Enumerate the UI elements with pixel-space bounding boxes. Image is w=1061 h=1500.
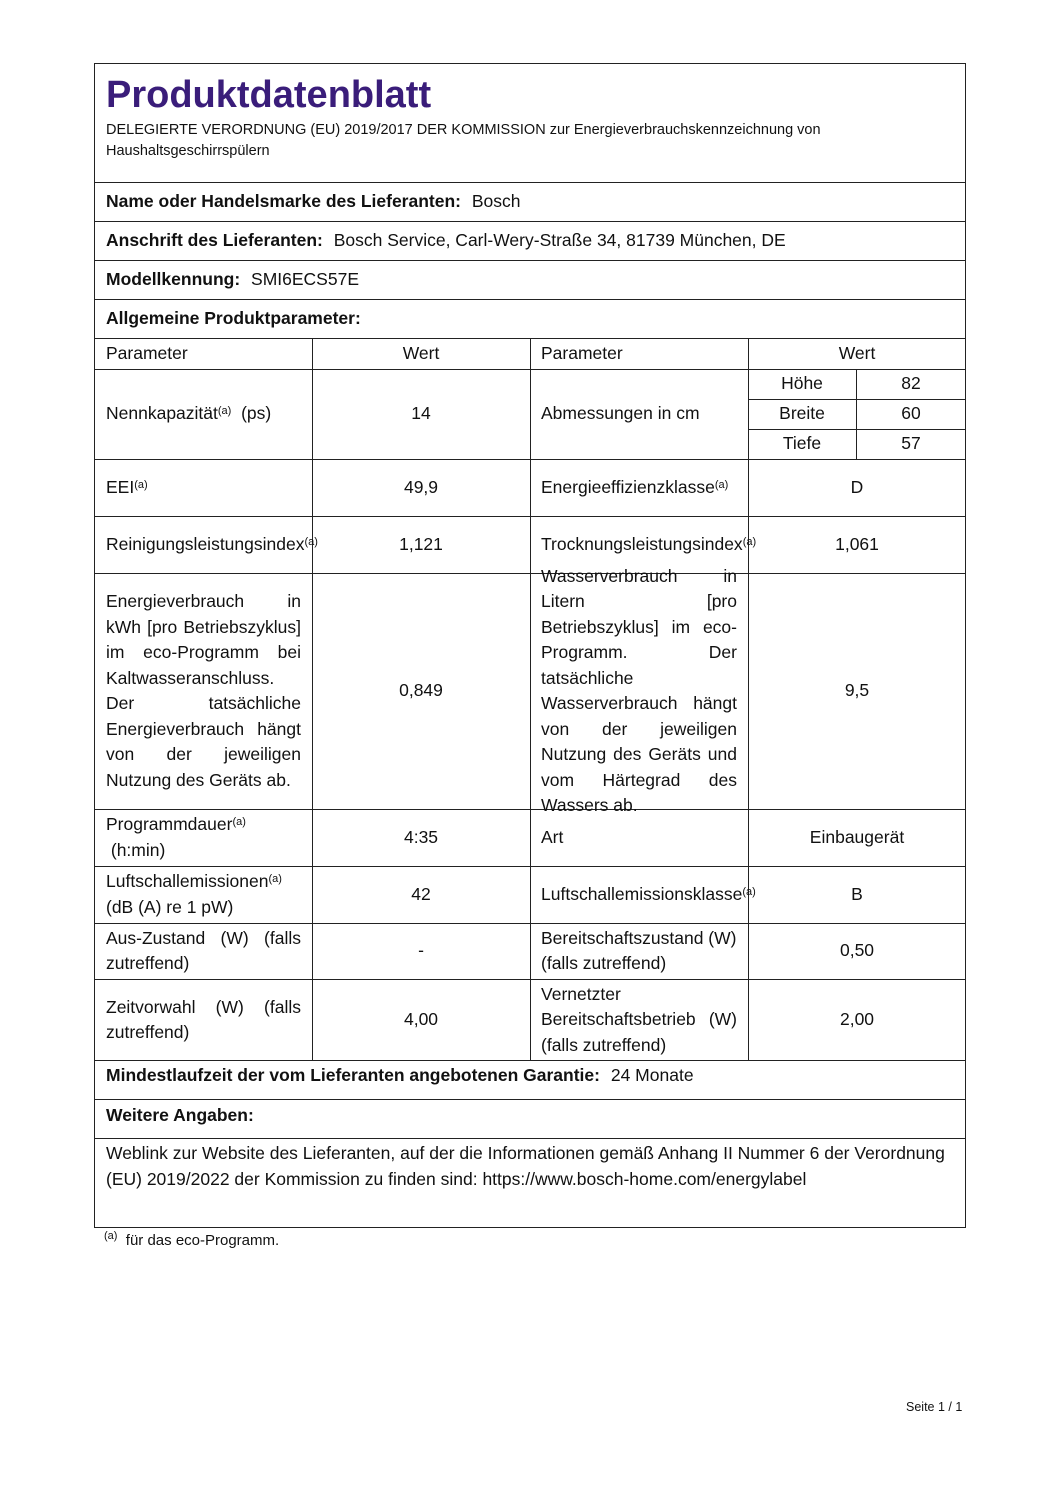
footnote-marker: (a): [217, 405, 232, 418]
supplier-address-label: Anschrift des Lieferanten:: [106, 230, 323, 250]
parameter-table: [95, 339, 965, 1061]
off-mode-label: Aus-Zustand (W) (falls zutreffend): [106, 927, 301, 973]
model-row: [95, 261, 965, 300]
program-duration-label: [95, 809, 312, 866]
program-duration-value: 4:35: [403, 826, 439, 847]
program-duration-unit: (h:min): [110, 839, 166, 860]
water-consumption-value: 9,5: [844, 680, 870, 701]
noise-emission-value: 42: [411, 883, 431, 904]
col-header-parameter: Parameter: [106, 343, 188, 364]
noise-emission-label-text: Luftschallemissionen: [106, 871, 269, 891]
width-value: 60: [901, 403, 921, 424]
cleaning-index-label: [95, 516, 318, 573]
appliance-type-label: Art: [541, 826, 564, 847]
eei-value: 49,9: [403, 476, 439, 497]
footnote-marker: (a): [232, 816, 246, 828]
noise-emission-unit: (dB (A) re 1 pW): [106, 896, 234, 917]
capacity-label: [95, 369, 312, 459]
supplier-name-value: Bosch: [471, 191, 521, 211]
delay-start-label: Zeitvorwahl (W) (falls zutreffend): [106, 996, 301, 1042]
height-label: Höhe: [781, 373, 823, 394]
footnote: [104, 1232, 279, 1249]
footnote-marker: (a): [134, 478, 148, 491]
capacity-unit: (ps): [241, 403, 272, 424]
depth-label: Tiefe: [782, 433, 822, 454]
further-info-heading: Weitere Angaben:: [95, 1100, 965, 1139]
noise-class-label: [530, 866, 756, 923]
drying-index-value: 1,061: [835, 533, 879, 554]
energy-class-label-text: Energieeffizienzklasse: [541, 476, 715, 497]
footnote-marker: (a): [304, 535, 318, 548]
warranty-label: Mindestlaufzeit der vom Lieferanten angebotenen Garantie:: [106, 1065, 600, 1085]
energy-consumption-label: Energieverbrauch in kWh [pro Betriebszyklus] im eco-Programm bei Kaltwasseranschluss. Der tatsächliche Energieverbrauch hängt von der jeweiligen Nutzung des Geräts ab.: [106, 591, 301, 790]
footnote-text: für das eco-Programm.: [125, 1232, 280, 1249]
standby-label: Bereitschaftszustand (W) (falls zutreffend): [541, 927, 737, 973]
delay-start-value: 4,00: [403, 1009, 439, 1030]
networked-standby-label: Vernetzter Bereitschaftsbetrieb (W) (falls zutreffend): [541, 983, 737, 1055]
cleaning-index-label-text: Reinigungsleistungsindex: [106, 533, 305, 554]
model-label: Modellkennung:: [106, 269, 241, 289]
standby-value: 0,50: [839, 940, 875, 961]
col-header-value: Wert: [838, 343, 876, 364]
noise-class-value: B: [851, 883, 863, 904]
footnote-mark: (a): [104, 1230, 118, 1242]
footnote-marker: (a): [714, 478, 729, 491]
energy-class-value: D: [850, 476, 864, 497]
supplier-address-row: [95, 222, 965, 261]
dimensions-subtable: [748, 369, 966, 459]
footnote-marker: (a): [268, 873, 282, 885]
noise-class-label-text: Luftschallemissionsklasse: [541, 883, 743, 904]
height-value: 82: [901, 373, 921, 394]
supplier-name-row: [95, 183, 965, 222]
general-params-heading: Allgemeine Produktparameter:: [95, 300, 965, 339]
eei-label: [95, 459, 312, 516]
supplier-name-label: Name oder Handelsmarke des Lieferanten:: [106, 191, 461, 211]
width-label: Breite: [779, 403, 825, 424]
footnote-marker: (a): [742, 535, 757, 548]
capacity-label-text: Nennkapazität: [106, 403, 218, 424]
further-info-text: Weblink zur Website des Lieferanten, auf der die Informationen gemäß Anhang II Nummer 6 der Verordnung (EU) 2019/2022 der Kommission zu finden sind: https://www.bosch-home.com/energylabel: [106, 1143, 945, 1189]
energy-class-label: [530, 459, 748, 516]
page-number: Seite 1 / 1: [906, 1400, 963, 1414]
supplier-address-value: Bosch Service, Carl-Wery-Straße 34, 81739 München, DE: [333, 230, 786, 250]
warranty-value: 24 Monate: [610, 1065, 694, 1085]
col-header-value: Wert: [402, 343, 440, 364]
regulation-subtitle: DELEGIERTE VERORDNUNG (EU) 2019/2017 DER KOMMISSION zur Energieverbrauchskennzeichnung von Haushaltsgeschirrspülern: [106, 122, 821, 159]
drying-index-label-text: Trocknungsleistungsindex: [541, 533, 743, 554]
cleaning-index-value: 1,121: [399, 533, 443, 554]
capacity-value: 14: [411, 403, 431, 424]
program-duration-label-text: Programmdauer: [106, 814, 233, 834]
col-header-parameter: Parameter: [541, 343, 623, 364]
page-title: Produktdatenblatt: [106, 74, 432, 116]
eei-label-text: EEI: [106, 476, 135, 497]
appliance-type-value: Einbaugerät: [809, 826, 905, 847]
model-value: SMI6ECS57E: [251, 269, 359, 289]
dimensions-label: Abmessungen in cm: [541, 403, 700, 424]
off-mode-value: -: [418, 940, 424, 961]
energy-consumption-value: 0,849: [399, 680, 443, 701]
depth-value: 57: [901, 433, 921, 454]
title-block: [95, 64, 965, 183]
warranty-row: [95, 1061, 965, 1100]
water-consumption-label: Wasserverbrauch in Litern [pro Betriebszyklus] im eco-Programm. Der tatsächliche Wasserverbrauch hängt von der jeweiligen Nutzung des Geräts und vom Härtegrad des Wassers ab.: [541, 565, 737, 815]
product-data-sheet: [94, 63, 966, 1228]
networked-standby-value: 2,00: [839, 1009, 875, 1030]
noise-emission-label: [95, 866, 312, 923]
footnote-marker: (a): [742, 885, 756, 898]
